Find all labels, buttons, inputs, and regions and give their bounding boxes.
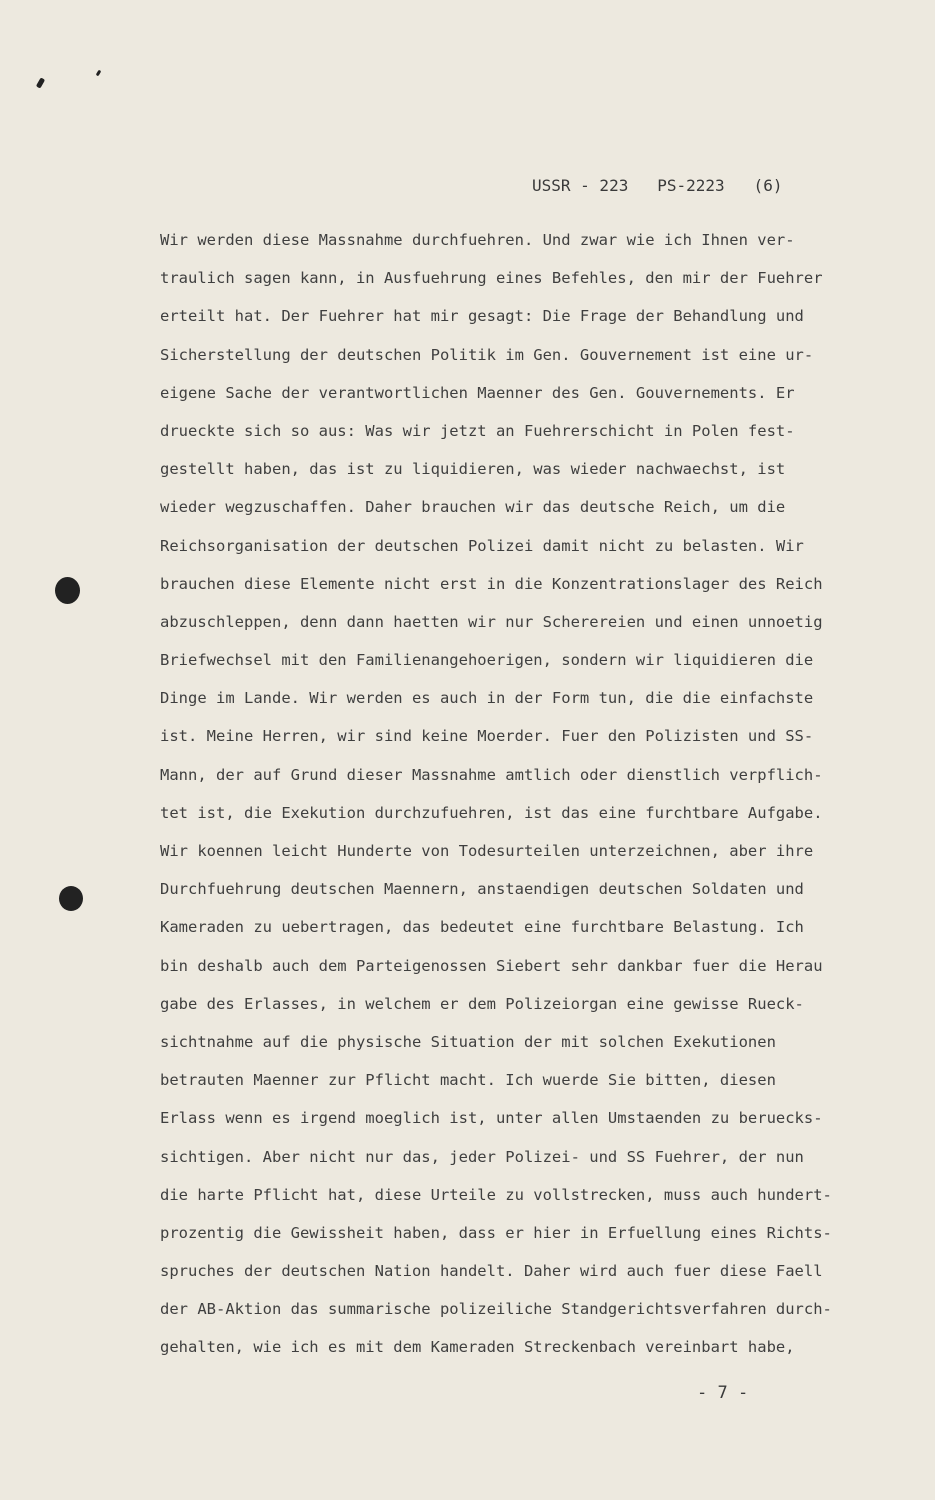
text-line: gestellt haben, das ist zu liquidieren, was wieder nachwaechst, ist	[160, 460, 786, 479]
text-line: Dinge im Lande. Wir werden es auch in der Form tun, die die einfachste	[160, 689, 814, 708]
punch-hole-bottom	[59, 886, 83, 911]
text-line: Durchfuehrung deutschen Maennern, anstaendigen deutschen Soldaten und	[160, 880, 804, 899]
text-line: betrauten Maenner zur Pflicht macht. Ich wuerde Sie bitten, diesen	[160, 1071, 776, 1090]
text-line: drueckte sich so aus: Was wir jetzt an Fuehrerschicht in Polen fest-	[160, 421, 795, 440]
document-header: USSR - 223 PS-2223 (6)	[532, 176, 783, 195]
text-line: Mann, der auf Grund dieser Massnahme amtlich oder dienstlich verpflich-	[160, 765, 823, 784]
text-line: spruches der deutschen Nation handelt. Daher wird auch fuer diese Faell	[160, 1262, 823, 1281]
text-line: die harte Pflicht hat, diese Urteile zu vollstrecken, muss auch hundert-	[160, 1185, 832, 1204]
text-line: brauchen diese Elemente nicht erst in die Konzentrationslager des Reich	[160, 574, 823, 593]
punch-hole-top	[55, 577, 80, 604]
text-line: eigene Sache der verantwortlichen Maenner des Gen. Gouvernements. Er	[160, 383, 795, 402]
text-line: sichtnahme auf die physische Situation der mit solchen Exekutionen	[160, 1032, 776, 1051]
text-line: ist. Meine Herren, wir sind keine Moerder. Fuer den Polizisten und SS-	[160, 727, 814, 746]
text-line: Wir koennen leicht Hunderte von Todesurteilen unterzeichnen, aber ihre	[160, 842, 814, 860]
pencil-tick-mark	[36, 77, 45, 88]
text-line: wieder wegzuschaffen. Daher brauchen wir das deutsche Reich, um die	[160, 498, 786, 517]
page-number: - 7 -	[697, 1383, 749, 1403]
text-line: Sicherstellung der deutschen Politik im Gen. Gouvernement ist eine ur-	[160, 345, 814, 364]
text-line: prozentig die Gewissheit haben, dass er hier in Erfuellung eines Richts-	[160, 1223, 832, 1242]
pencil-dot-mark	[96, 70, 102, 77]
text-line: tet ist, die Exekution durchzufuehren, ist das eine furchtbare Aufgabe.	[160, 803, 823, 822]
text-line: traulich sagen kann, in Ausfuehrung eines Befehles, den mir der Fuehrer	[160, 269, 823, 288]
document-body	[160, 228, 860, 1374]
text-line: Erlass wenn es irgend moeglich ist, unter allen Umstaenden zu beruecks-	[160, 1109, 823, 1128]
text-line: gabe des Erlasses, in welchem er dem Polizeiorgan eine gewisse Rueck-	[160, 994, 804, 1013]
text-line: erteilt hat. Der Fuehrer hat mir gesagt: Die Frage der Behandlung und	[160, 307, 804, 326]
text-line: Reichsorganisation der deutschen Polizei damit nicht zu belasten. Wir	[160, 536, 804, 555]
text-line: der AB-Aktion das summarische polizeiliche Standgerichtsverfahren durch-	[160, 1300, 832, 1319]
text-line: abzuschleppen, denn dann haetten wir nur Scherereien und einen unnoetig	[160, 612, 823, 631]
text-line: bin deshalb auch dem Parteigenossen Siebert sehr dankbar fuer die Herau	[160, 956, 823, 975]
text-line: Briefwechsel mit den Familienangehoerigen, sondern wir liquidieren die	[160, 651, 814, 670]
text-line: Wir werden diese Massnahme durchfuehren. Und zwar wie ich Ihnen ver-	[160, 231, 795, 249]
text-line: Kameraden zu uebertragen, das bedeutet eine furchtbare Belastung. Ich	[160, 918, 804, 937]
text-line: gehalten, wie ich es mit dem Kameraden Streckenbach vereinbart habe,	[160, 1338, 795, 1357]
text-line: sichtigen. Aber nicht nur das, jeder Polizei- und SS Fuehrer, der nun	[160, 1147, 804, 1166]
